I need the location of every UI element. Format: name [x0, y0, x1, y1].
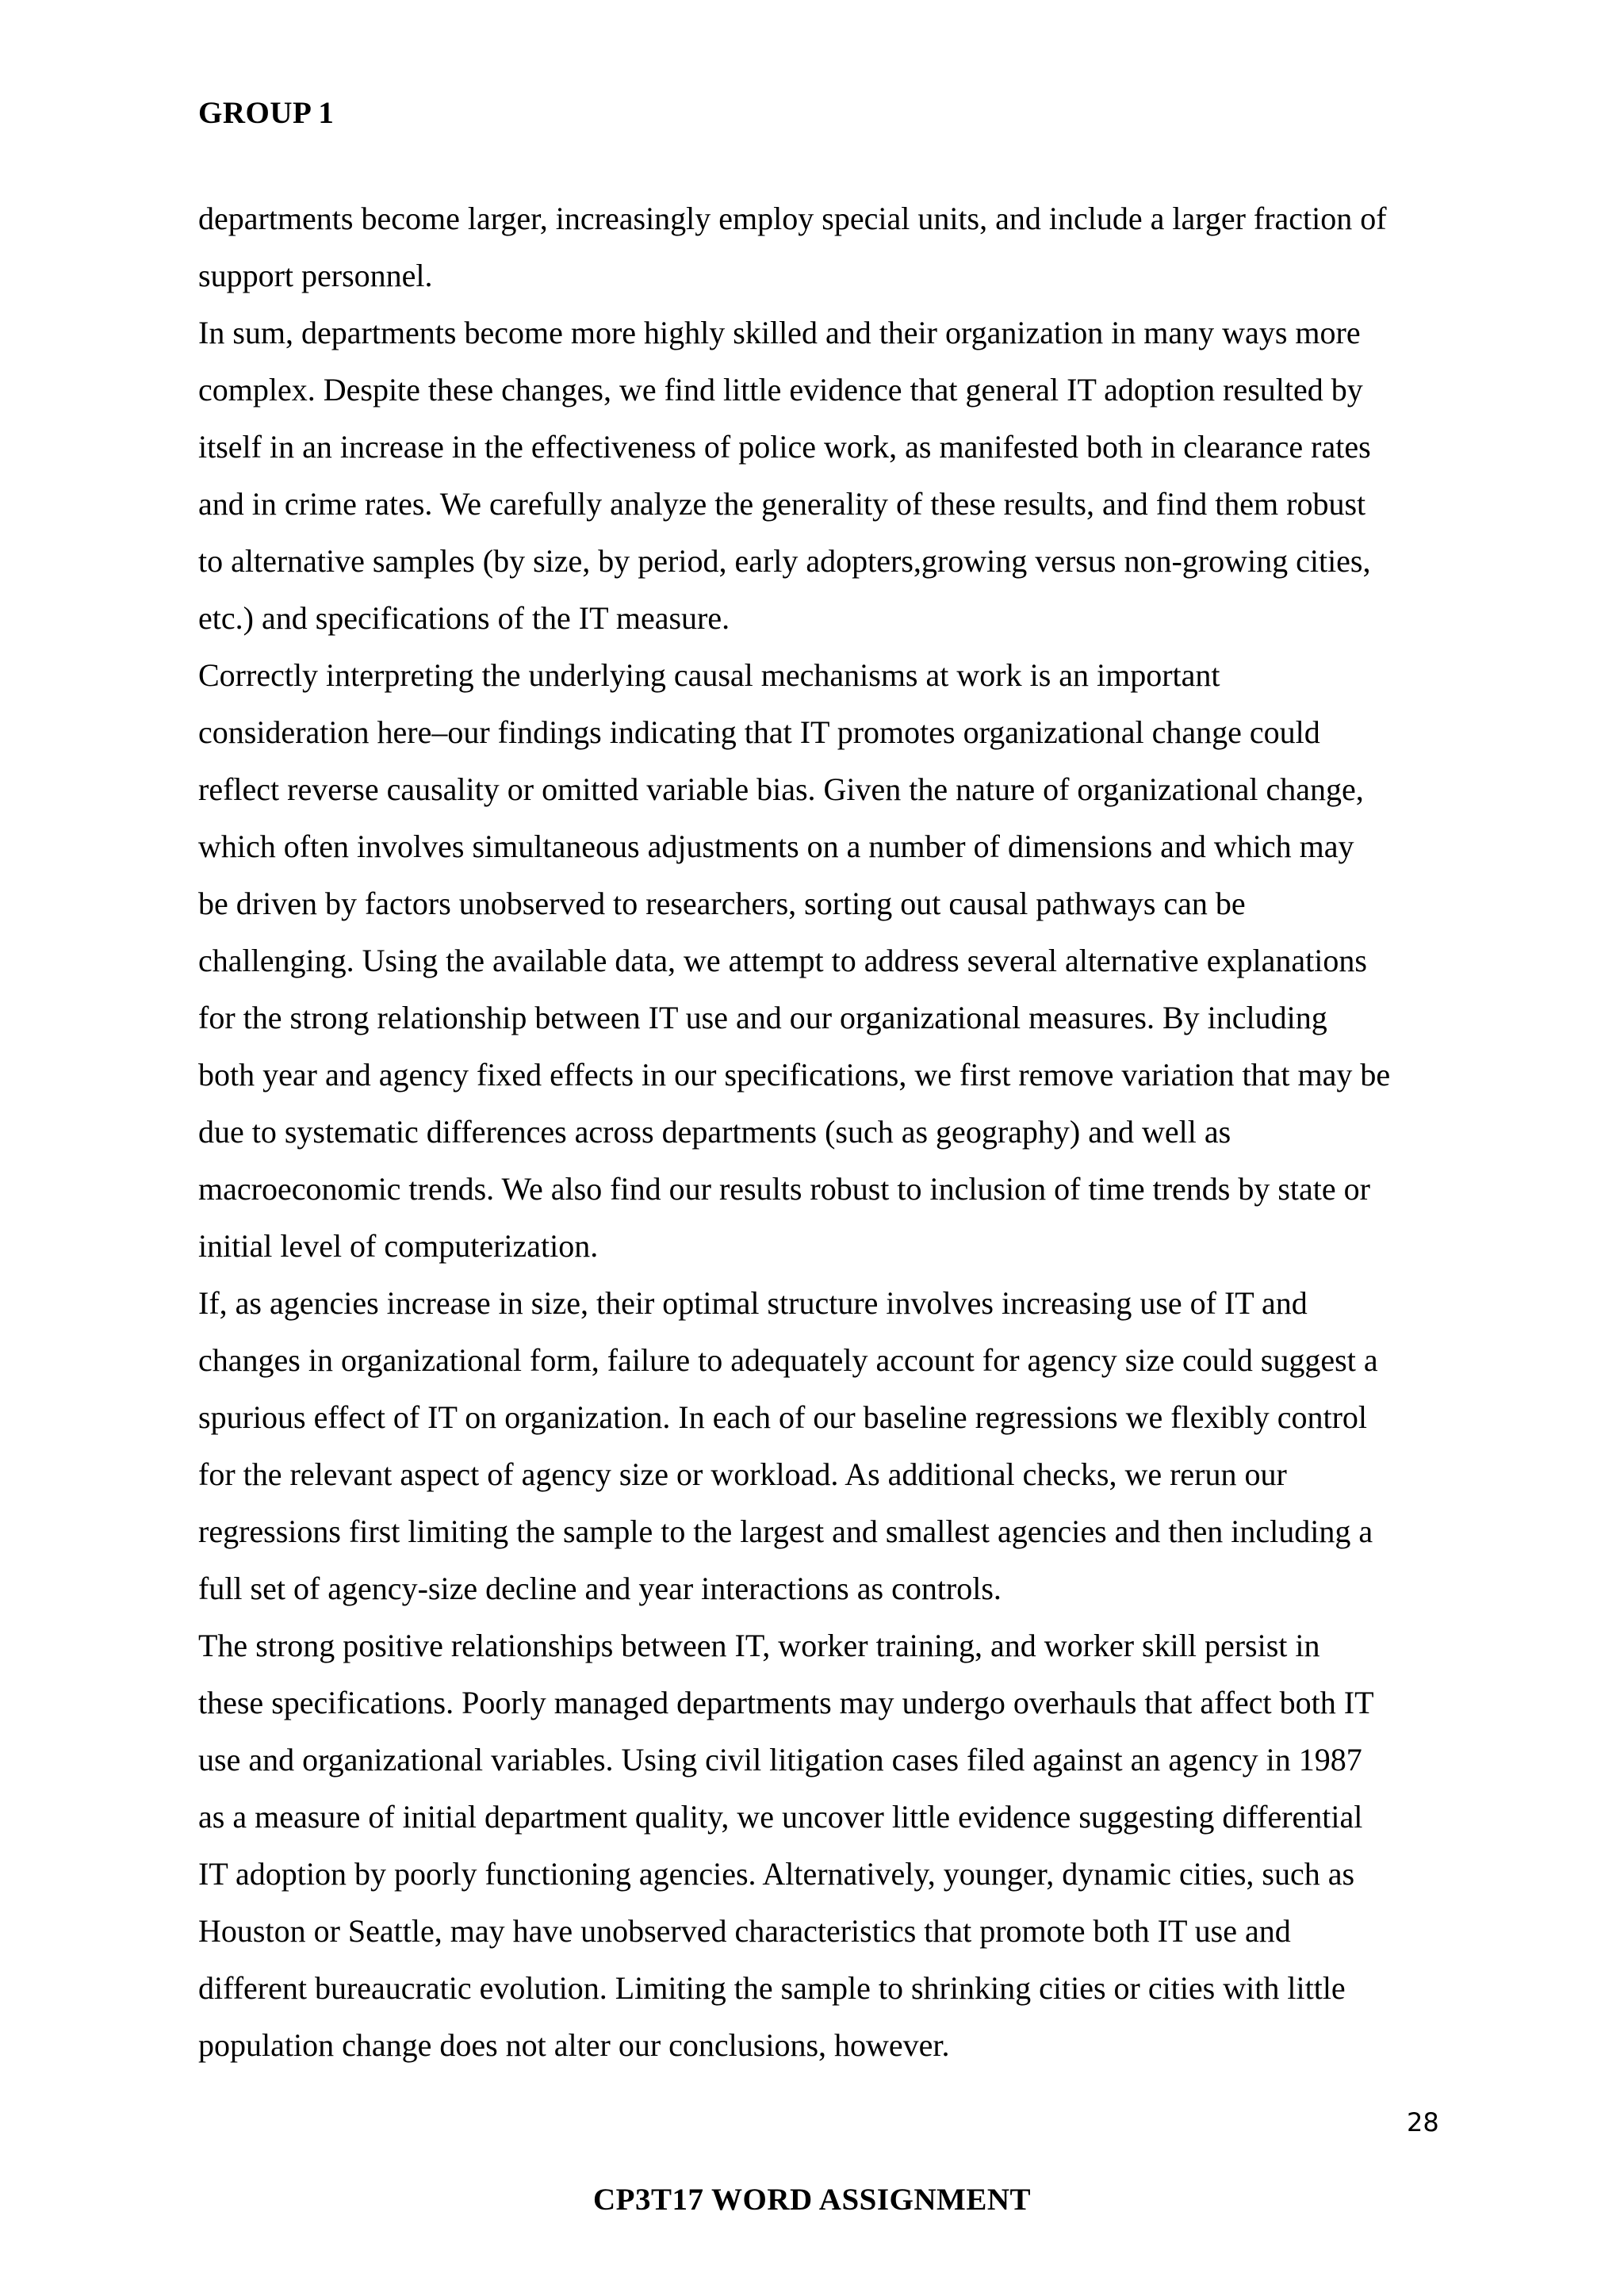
text-line: full set of agency-size decline and year interactions as controls. [198, 1571, 1002, 1606]
text-line: reflect reverse causality or omitted variable bias. Given the nature of organizational change, [198, 771, 1364, 807]
text-line: changes in organizational form, failure to adequately account for agency size could suggest a [198, 1342, 1378, 1378]
text-line: departments become larger, increasingly employ special units, and include a larger fraction of [198, 201, 1387, 236]
text-line: and in crime rates. We carefully analyze the generality of these results, and find them robust [198, 486, 1366, 522]
text-line: be driven by factors unobserved to researchers, sorting out causal pathways can be [198, 886, 1246, 921]
text-line: initial level of computerization. [198, 1228, 599, 1264]
text-line: population change does not alter our conclusions, however. [198, 2027, 950, 2063]
page-number: 28 [1407, 2107, 1439, 2137]
text-line: Correctly interpreting the underlying causal mechanisms at work is an important [198, 657, 1220, 693]
text-line: consideration here–our findings indicating that IT promotes organizational change could [198, 714, 1320, 750]
document-body [198, 190, 1467, 2074]
text-line: which often involves simultaneous adjustments on a number of dimensions and which may [198, 828, 1354, 864]
text-line: to alternative samples (by size, by period, early adopters,growing versus non-growing cities, [198, 543, 1371, 579]
text-line: Houston or Seattle, may have unobserved characteristics that promote both IT use and [198, 1913, 1291, 1949]
text-line: use and organizational variables. Using civil litigation cases filed against an agency in 1987 [198, 1742, 1362, 1777]
text-line: as a measure of initial department quality, we uncover little evidence suggesting differential [198, 1799, 1363, 1835]
text-line: The strong positive relationships between IT, worker training, and worker skill persist in [198, 1628, 1320, 1663]
text-line: these specifications. Poorly managed departments may undergo overhauls that affect both IT [198, 1685, 1374, 1720]
text-line: due to systematic differences across departments (such as geography) and well as [198, 1114, 1231, 1150]
page-header-title: GROUP 1 [198, 96, 335, 130]
text-line: IT adoption by poorly functioning agencies. Alternatively, younger, dynamic cities, such as [198, 1856, 1355, 1892]
text-line: If, as agencies increase in size, their optimal structure involves increasing use of IT and [198, 1285, 1308, 1321]
text-line: itself in an increase in the effectiveness of police work, as manifested both in clearance rates [198, 429, 1371, 465]
text-line: both year and agency fixed effects in our specifications, we first remove variation that may be [198, 1057, 1391, 1093]
page-footer-title: CP3T17 WORD ASSIGNMENT [592, 2183, 1032, 2217]
text-line: for the relevant aspect of agency size or workload. As additional checks, we rerun our [198, 1456, 1287, 1492]
text-line: challenging. Using the available data, we attempt to address several alternative explanations [198, 943, 1367, 978]
text-line: complex. Despite these changes, we find little evidence that general IT adoption resulted by [198, 372, 1363, 408]
text-line: etc.) and specifications of the IT measure. [198, 600, 730, 636]
text-line: macroeconomic trends. We also find our results robust to inclusion of time trends by state or [198, 1171, 1370, 1207]
text-line: for the strong relationship between IT use and our organizational measures. By including [198, 1000, 1327, 1035]
text-line: In sum, departments become more highly skilled and their organization in many ways more [198, 315, 1361, 350]
text-line: different bureaucratic evolution. Limiting the sample to shrinking cities or cities with little [198, 1970, 1346, 2006]
text-line: regressions first limiting the sample to the largest and smallest agencies and then including a [198, 1513, 1373, 1549]
text-line: spurious effect of IT on organization. In each of our baseline regressions we flexibly control [198, 1399, 1368, 1435]
text-line: support personnel. [198, 258, 433, 293]
